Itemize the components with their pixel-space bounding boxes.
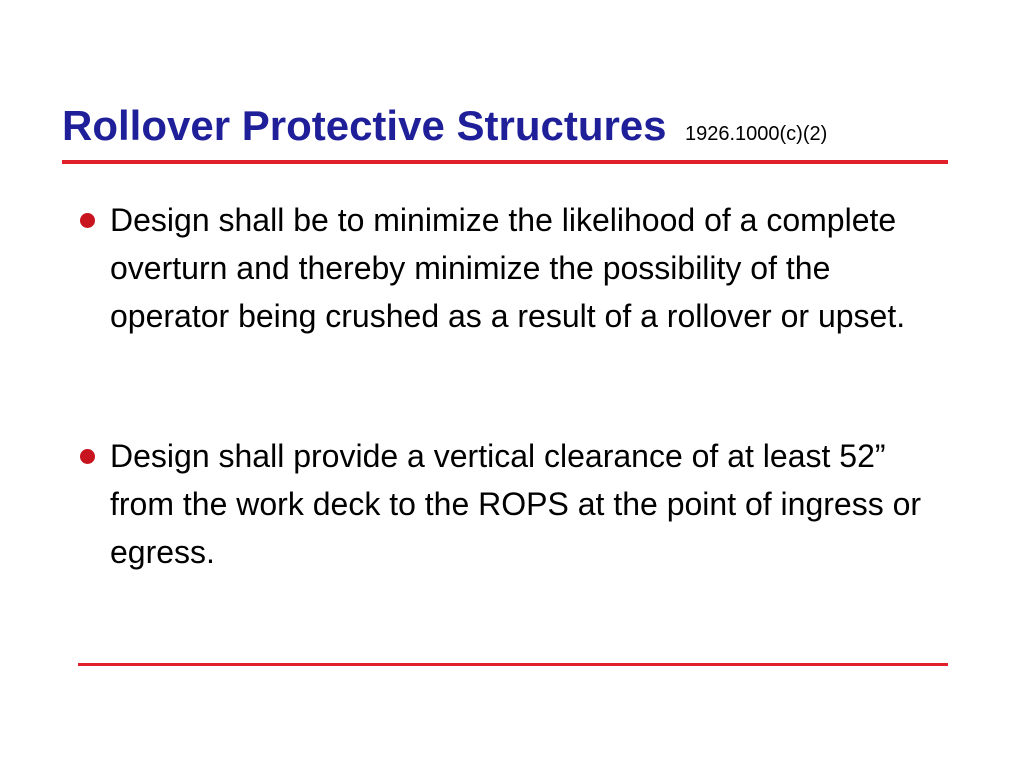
bullet-dot-icon: [80, 449, 95, 464]
bullet-text: Design shall provide a vertical clearance of at least 52” from the work deck to the ROPS at the point of ingress or egress.: [110, 438, 922, 570]
regulation-reference: 1926.1000(c)(2): [684, 123, 828, 145]
footer-rule: [78, 663, 948, 666]
bullet-list: [70, 196, 940, 576]
title-row: [62, 96, 962, 156]
bullet-text: Design shall be to minimize the likelihood of a complete overturn and thereby minimize the possibility of the operator being crushed as a result of a rollover or upset.: [110, 202, 906, 334]
bullet-dot-icon: [80, 213, 95, 228]
bullet-item: [70, 196, 940, 340]
slide-title: Rollover Protective Structures: [62, 102, 667, 149]
bullet-item: [70, 432, 940, 576]
title-underline: [62, 160, 948, 164]
